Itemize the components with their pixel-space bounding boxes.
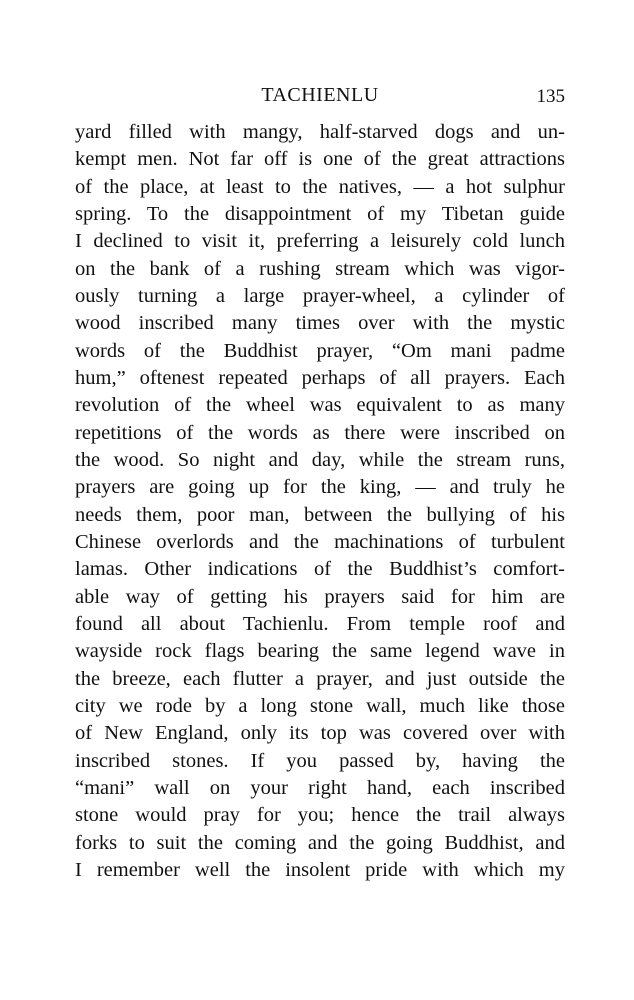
text-line-content: inscribed stones. If you passed by, having the [75,749,565,772]
text-line [75,666,565,693]
text-line-content: I declined to visit it, preferring a leisurely cold lunch [75,230,565,253]
text-line [75,857,565,884]
text-line-content: wood inscribed many times over with the mystic [75,312,565,335]
text-line-content: kempt men. Not far off is one of the great attractions [75,148,565,171]
text-line [75,611,565,638]
text-line [75,228,565,255]
text-line [75,502,565,529]
text-line [75,310,565,337]
text-line [75,146,565,173]
text-line-content: wayside rock flags bearing the same legend wave in [75,640,565,663]
text-line-content: of New England, only its top was covered over with [75,722,565,745]
text-line [75,802,565,829]
text-line-content: prayers are going up for the king, — and truly he [75,476,565,499]
text-line-content: on the bank of a rushing stream which was vigor- [75,257,565,280]
text-line-content: needs them, poor man, between the bullying of his [75,503,565,526]
text-line-content: forks to suit the coming and the going Buddhist, and [75,831,565,854]
text-line [75,720,565,747]
text-line [75,174,565,201]
page-header [75,84,565,110]
text-line [75,474,565,501]
text-line [75,420,565,447]
text-line-content: found all about Tachienlu. From temple roof and [75,612,565,635]
text-line [75,556,565,583]
text-line [75,638,565,665]
text-line [75,830,565,857]
text-line [75,447,565,474]
text-line-content: words of the Buddhist prayer, “Om mani padme [75,339,565,362]
text-line-content: stone would pray for you; hence the trail always [75,804,565,827]
text-line-content: Chinese overlords and the machinations of turbulent [75,530,565,553]
text-line-content: able way of getting his prayers said for him are [75,585,565,608]
text-line [75,748,565,775]
text-line [75,283,565,310]
text-line-content: I remember well the insolent pride with which my [75,858,565,881]
text-line-content: spring. To the disappointment of my Tibetan guide [75,202,565,225]
text-line-content: “mani” wall on your right hand, each inscribed [75,776,565,799]
text-line-content: city we rode by a long stone wall, much like those [75,694,565,717]
text-line-content: revolution of the wheel was equivalent to as many [75,394,565,417]
text-line-content: lamas. Other indications of the Buddhist’s comfort- [75,558,565,581]
body-text [75,119,565,884]
text-line-content: hum,” oftenest repeated perhaps of all prayers. Each [75,366,565,389]
text-line [75,201,565,228]
running-title: TACHIENLU [261,84,379,106]
text-line [75,775,565,802]
text-line-content: the breeze, each flutter a prayer, and just outside the [75,667,565,690]
text-line-content: yard filled with mangy, half-starved dogs and un- [75,121,565,143]
text-line [75,584,565,611]
text-line [75,256,565,283]
text-line [75,338,565,365]
text-line [75,693,565,720]
text-line [75,392,565,419]
text-line-content: the wood. So night and day, while the stream runs, [75,448,565,471]
text-line-content: repetitions of the words as there were inscribed on [75,421,565,444]
page-number: 135 [536,86,565,107]
text-line [75,119,565,146]
text-line [75,529,565,556]
text-line-content: ously turning a large prayer-wheel, a cylinder of [75,284,565,307]
text-line [75,365,565,392]
text-line-content: of the place, at least to the natives, — a hot sulphur [75,175,565,198]
